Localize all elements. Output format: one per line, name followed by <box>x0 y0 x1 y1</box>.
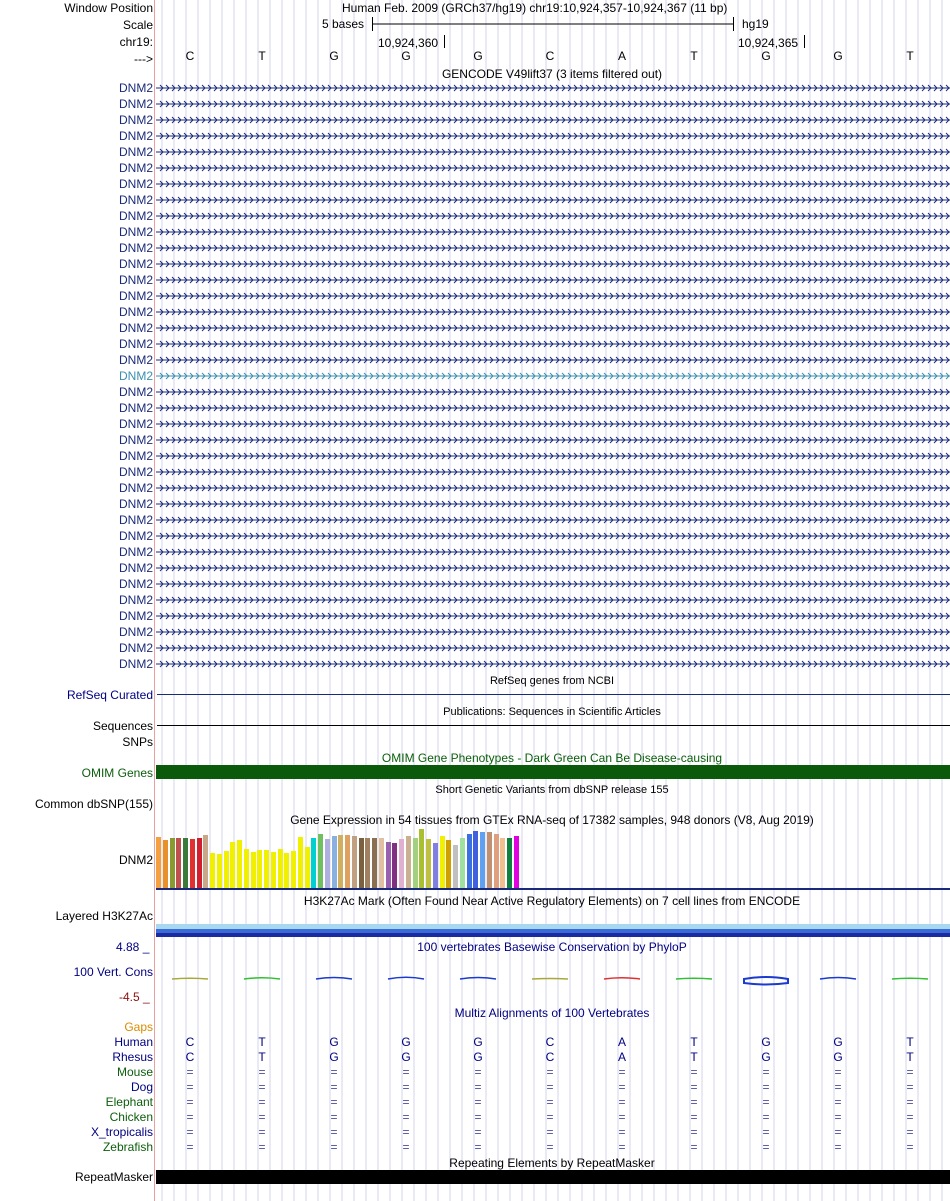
gencode-transcript[interactable] <box>156 260 950 270</box>
sequence-base: C <box>545 49 555 63</box>
alignment-base: = <box>906 1110 914 1124</box>
sequence-base: T <box>258 49 266 63</box>
gencode-transcript[interactable] <box>156 164 950 174</box>
gtex-tissue-bar[interactable] <box>372 838 377 888</box>
alignment-base: = <box>834 1140 842 1154</box>
gencode-transcript[interactable] <box>156 644 950 654</box>
gencode-transcript[interactable] <box>156 388 950 398</box>
alignment-base: = <box>258 1140 266 1154</box>
gencode-gene-label[interactable]: DNM2 <box>118 321 153 335</box>
gencode-gene-label[interactable]: DNM2 <box>118 241 153 255</box>
gencode-transcript[interactable] <box>156 628 950 638</box>
alignment-base: = <box>474 1110 482 1124</box>
gencode-gene-label[interactable]: DNM2 <box>118 369 153 383</box>
gtex-tissue-bar[interactable] <box>507 838 512 888</box>
gtex-tissue-bar[interactable] <box>500 838 505 888</box>
alignment-base: = <box>402 1065 410 1079</box>
gencode-transcript[interactable] <box>156 84 950 94</box>
gencode-gene-label[interactable]: DNM2 <box>118 209 153 223</box>
gencode-gene-label[interactable]: DNM2 <box>118 497 153 511</box>
alignment-base: = <box>186 1110 194 1124</box>
alignment-base: G <box>329 1050 339 1064</box>
gencode-gene-label[interactable]: DNM2 <box>118 161 153 175</box>
gtex-tissue-bar[interactable] <box>183 838 188 888</box>
gtex-tissue-bar[interactable] <box>311 838 316 888</box>
gtex-tissue-bar[interactable] <box>156 837 161 888</box>
conservation-mark[interactable] <box>676 978 712 979</box>
alignment-base: = <box>618 1125 626 1139</box>
alignment-base: = <box>330 1095 338 1109</box>
gencode-gene-label[interactable]: DNM2 <box>118 417 153 431</box>
h3k27ac-track-title[interactable]: H3K27Ac Mark (Often Found Near Active Regulatory Elements) on 7 cell lines from ENCODE <box>303 894 801 908</box>
cons-min-label: -4.5 _ <box>119 990 150 1004</box>
alignment-base: C <box>185 1050 195 1064</box>
scale-label: Scale <box>122 18 153 32</box>
gtex-track-title[interactable]: Gene Expression in 54 tissues from GTEx RNA-seq of 17382 samples, 948 donors (V8, Aug 2019) <box>290 813 814 827</box>
gencode-gene-label[interactable]: DNM2 <box>118 593 153 607</box>
gtex-expression-bars[interactable] <box>156 828 556 888</box>
gtex-tissue-bar[interactable] <box>271 852 276 888</box>
strand-label: ---> <box>134 52 153 66</box>
gencode-transcript[interactable] <box>156 532 950 542</box>
alignment-base: G <box>761 1050 771 1064</box>
repeatmasker-bar[interactable] <box>156 1170 950 1184</box>
snps-label[interactable]: SNPs <box>122 735 153 749</box>
alignment-base: G <box>761 1035 771 1049</box>
omim-gene-bar[interactable] <box>156 765 950 779</box>
alignment-base: A <box>617 1035 626 1049</box>
alignment-base: = <box>690 1065 698 1079</box>
gtex-tissue-bar[interactable] <box>494 834 499 888</box>
alignment-base: = <box>474 1065 482 1079</box>
gtex-tissue-bar[interactable] <box>453 845 458 888</box>
conservation-mark[interactable] <box>744 977 788 985</box>
alignment-base: = <box>618 1095 626 1109</box>
alignment-base: = <box>546 1140 554 1154</box>
gencode-gene-label[interactable]: DNM2 <box>118 177 153 191</box>
alignment-base: A <box>617 1050 626 1064</box>
gencode-transcript[interactable] <box>156 596 950 606</box>
alignment-base: = <box>474 1140 482 1154</box>
sequence-base: G <box>401 49 411 63</box>
gencode-transcript[interactable] <box>156 420 950 430</box>
gtex-tissue-bar[interactable] <box>190 839 195 888</box>
alignment-base: = <box>402 1095 410 1109</box>
alignment-base: = <box>546 1110 554 1124</box>
gencode-transcript[interactable] <box>156 116 950 126</box>
gtex-tissue-bar[interactable] <box>379 838 384 888</box>
alignment-base: T <box>690 1035 698 1049</box>
refseq-track-title[interactable]: RefSeq genes from NCBI <box>489 675 615 687</box>
gtex-tissue-bar[interactable] <box>352 836 357 888</box>
gencode-gene-label[interactable]: DNM2 <box>118 641 153 655</box>
alignment-base: = <box>546 1065 554 1079</box>
gtex-tissue-bar[interactable] <box>197 838 202 888</box>
gencode-transcript[interactable] <box>156 356 950 366</box>
alignment-base: = <box>762 1125 770 1139</box>
alignment-base: = <box>906 1065 914 1079</box>
alignment-base: C <box>545 1035 555 1049</box>
gtex-tissue-bar[interactable] <box>426 839 431 888</box>
gencode-gene-label[interactable]: DNM2 <box>118 625 153 639</box>
h3k27ac-signal[interactable] <box>156 924 950 938</box>
gtex-tissue-bar[interactable] <box>487 832 492 888</box>
conservation-mark[interactable] <box>316 978 352 980</box>
gencode-transcript[interactable] <box>156 452 950 462</box>
alignment-base: = <box>762 1095 770 1109</box>
gencode-gene-label[interactable]: DNM2 <box>118 289 153 303</box>
gencode-gene-label[interactable]: DNM2 <box>118 433 153 447</box>
alignment-base: = <box>186 1065 194 1079</box>
sequence-base: G <box>473 49 483 63</box>
gtex-tissue-bar[interactable] <box>170 838 175 888</box>
gencode-transcript[interactable] <box>156 340 950 350</box>
alignment-base: = <box>186 1095 194 1109</box>
conservation-mark[interactable] <box>820 978 856 980</box>
alignment-base: = <box>834 1080 842 1094</box>
alignment-base: = <box>402 1140 410 1154</box>
db-text: hg19 <box>742 17 769 31</box>
gencode-gene-label[interactable]: DNM2 <box>118 609 153 623</box>
coord-left: 10,924,360 <box>378 36 439 50</box>
gencode-transcript[interactable] <box>156 548 950 558</box>
alignment-base: = <box>330 1065 338 1079</box>
alignment-base: = <box>186 1080 194 1094</box>
gencode-transcript[interactable] <box>156 324 950 334</box>
gtex-tissue-bar[interactable] <box>278 849 283 888</box>
gencode-gene-label[interactable]: DNM2 <box>118 529 153 543</box>
conservation-mark[interactable] <box>532 979 568 980</box>
gaps-label[interactable]: Gaps <box>124 1020 153 1034</box>
gtex-tissue-bar[interactable] <box>264 850 269 888</box>
gtex-tissue-bar[interactable] <box>176 838 181 888</box>
alignment-base: = <box>258 1065 266 1079</box>
alignment-base: = <box>762 1065 770 1079</box>
gtex-tissue-bar[interactable] <box>291 851 296 888</box>
gencode-gene-label[interactable]: DNM2 <box>118 113 153 127</box>
species-label[interactable]: Chicken <box>109 1110 153 1124</box>
gtex-tissue-bar[interactable] <box>318 834 323 888</box>
alignment-base: G <box>473 1050 483 1064</box>
gtex-tissue-bar[interactable] <box>298 837 303 888</box>
alignment-base: = <box>618 1140 626 1154</box>
alignment-base: G <box>329 1035 339 1049</box>
conservation-mark[interactable] <box>388 977 424 979</box>
window-position-label: Window Position <box>64 1 153 15</box>
gencode-transcript[interactable] <box>156 660 950 670</box>
gtex-tissue-bar[interactable] <box>399 839 404 888</box>
gtex-tissue-bar[interactable] <box>217 854 222 888</box>
sequence-base: G <box>761 49 771 63</box>
alignment-base: = <box>618 1080 626 1094</box>
gencode-gene-label[interactable]: DNM2 <box>118 225 153 239</box>
sequence-base: C <box>185 49 195 63</box>
alignment-base: = <box>546 1080 554 1094</box>
gtex-tissue-bar[interactable] <box>419 829 424 888</box>
gencode-transcript[interactable] <box>156 580 950 590</box>
conservation-mark[interactable] <box>244 978 280 979</box>
alignment-base: = <box>258 1080 266 1094</box>
gencode-gene-label[interactable]: DNM2 <box>118 545 153 559</box>
alignment-base: = <box>690 1140 698 1154</box>
coord-right: 10,924,365 <box>738 36 799 50</box>
alignment-base: = <box>330 1110 338 1124</box>
alignment-base: G <box>401 1050 411 1064</box>
gtex-tissue-bar[interactable] <box>433 843 438 888</box>
alignment-base: = <box>186 1140 194 1154</box>
alignment-base: T <box>906 1035 914 1049</box>
alignment-base: = <box>474 1080 482 1094</box>
alignment-base: G <box>401 1035 411 1049</box>
gtex-tissue-bar[interactable] <box>460 838 465 888</box>
alignment-base: C <box>545 1050 555 1064</box>
gencode-transcript[interactable] <box>156 292 950 302</box>
gtex-tissue-bar[interactable] <box>473 831 478 888</box>
gencode-gene-label[interactable]: DNM2 <box>118 577 153 591</box>
gencode-gene-label[interactable]: DNM2 <box>118 513 153 527</box>
gencode-transcript[interactable] <box>156 468 950 478</box>
alignment-base: G <box>833 1050 843 1064</box>
gtex-tissue-bar[interactable] <box>251 852 256 888</box>
alignment-base: = <box>402 1080 410 1094</box>
alignment-base: = <box>834 1095 842 1109</box>
alignment-base: = <box>474 1125 482 1139</box>
gencode-gene-label[interactable]: DNM2 <box>118 273 153 287</box>
alignment-base: C <box>185 1035 195 1049</box>
gtex-tissue-bar[interactable] <box>163 840 168 888</box>
sequence-base: G <box>329 49 339 63</box>
alignment-base: = <box>258 1095 266 1109</box>
assembly-position-text: Human Feb. 2009 (GRCh37/hg19) chr19:10,924,357-10,924,367 (11 bp) <box>342 1 728 15</box>
alignment-base: = <box>690 1095 698 1109</box>
multiz-track-title[interactable]: Multiz Alignments of 100 Vertebrates <box>454 1006 650 1020</box>
gtex-tissue-bar[interactable] <box>446 840 451 888</box>
gtex-tissue-bar[interactable] <box>392 843 397 888</box>
gtex-tissue-bar[interactable] <box>332 836 337 888</box>
cons-label[interactable]: 100 Vert. Cons <box>73 965 153 979</box>
gencode-gene-label[interactable]: DNM2 <box>118 657 153 671</box>
gtex-tissue-bar[interactable] <box>413 838 418 888</box>
alignment-base: = <box>546 1125 554 1139</box>
conservation-mark[interactable] <box>172 978 208 979</box>
gtex-tissue-bar[interactable] <box>325 839 330 888</box>
alignment-base: T <box>906 1050 914 1064</box>
conservation-mark[interactable] <box>604 978 640 979</box>
alignment-base: = <box>906 1140 914 1154</box>
species-label[interactable]: Elephant <box>105 1095 153 1109</box>
gtex-tissue-bar[interactable] <box>345 835 350 888</box>
gencode-transcript[interactable] <box>156 212 950 222</box>
publications-label[interactable]: Sequences <box>92 719 153 733</box>
alignment-base: = <box>546 1095 554 1109</box>
gtex-tissue-bar[interactable] <box>514 836 519 888</box>
repeatmasker-track-title[interactable]: Repeating Elements by RepeatMasker <box>449 1156 655 1170</box>
gtex-tissue-bar[interactable] <box>237 840 242 888</box>
alignment-base: = <box>330 1080 338 1094</box>
gencode-transcript[interactable] <box>156 484 950 494</box>
alignment-base: = <box>834 1125 842 1139</box>
gencode-gene-label[interactable]: DNM2 <box>118 401 153 415</box>
gencode-transcript[interactable] <box>156 564 950 574</box>
gencode-transcript[interactable] <box>156 404 950 414</box>
gencode-gene-label[interactable]: DNM2 <box>118 465 153 479</box>
gencode-transcript[interactable] <box>156 612 950 622</box>
omim-track-title[interactable]: OMIM Gene Phenotypes - Dark Green Can Be Disease-causing <box>381 751 723 765</box>
alignment-base: = <box>618 1065 626 1079</box>
gtex-tissue-bar[interactable] <box>284 853 289 888</box>
h3k27ac-label[interactable]: Layered H3K27Ac <box>55 909 153 923</box>
cons-track-title[interactable]: 100 vertebrates Basewise Conservation by PhyloP <box>417 940 687 954</box>
species-label[interactable]: Human <box>114 1035 153 1049</box>
gtex-baseline <box>156 888 950 890</box>
alignment-base: T <box>690 1050 698 1064</box>
gencode-gene-label[interactable]: DNM2 <box>118 257 153 271</box>
alignment-base: = <box>834 1065 842 1079</box>
alignment-base: = <box>762 1110 770 1124</box>
refseq-label[interactable]: RefSeq Curated <box>66 688 153 702</box>
cons-max-label: 4.88 _ <box>116 940 150 954</box>
gencode-gene-label[interactable]: DNM2 <box>118 145 153 159</box>
gtex-gene-label[interactable]: DNM2 <box>118 853 153 867</box>
alignment-base: = <box>690 1125 698 1139</box>
alignment-base: = <box>330 1140 338 1154</box>
chrom-label: chr19: <box>119 35 153 49</box>
alignment-base: = <box>186 1125 194 1139</box>
gencode-gene-label[interactable]: DNM2 <box>118 81 153 95</box>
gencode-track-title[interactable]: GENCODE V49lift37 (3 items filtered out) <box>441 67 663 81</box>
alignment-base: T <box>258 1035 266 1049</box>
gtex-tissue-bar[interactable] <box>244 849 249 888</box>
conservation-mark[interactable] <box>460 978 496 980</box>
species-label[interactable]: Mouse <box>116 1065 153 1079</box>
gencode-transcript[interactable] <box>156 228 950 238</box>
species-label[interactable]: Zebrafish <box>102 1140 153 1154</box>
alignment-base: = <box>402 1125 410 1139</box>
gencode-transcript[interactable] <box>156 372 950 382</box>
alignment-base: = <box>690 1080 698 1094</box>
alignment-base: T <box>258 1050 266 1064</box>
gtex-tissue-bar[interactable] <box>359 838 364 888</box>
alignment-base: = <box>618 1110 626 1124</box>
alignment-base: = <box>834 1110 842 1124</box>
omim-label[interactable]: OMIM Genes <box>81 766 153 780</box>
alignment-base: = <box>258 1110 266 1124</box>
publications-track-title[interactable]: Publications: Sequences in Scientific Articles <box>443 706 661 718</box>
gencode-gene-label[interactable]: DNM2 <box>118 129 153 143</box>
repeatmasker-label[interactable]: RepeatMasker <box>74 1170 153 1184</box>
gtex-tissue-bar[interactable] <box>210 853 215 888</box>
alignment-base: = <box>690 1110 698 1124</box>
gtex-tissue-bar[interactable] <box>203 835 208 888</box>
conservation-mark[interactable] <box>892 978 928 979</box>
species-label[interactable]: X_tropicalis <box>90 1125 153 1139</box>
gencode-transcript[interactable] <box>156 100 950 110</box>
gencode-gene-label[interactable]: DNM2 <box>118 97 153 111</box>
gtex-tissue-bar[interactable] <box>305 847 310 888</box>
gencode-gene-label[interactable]: DNM2 <box>118 337 153 351</box>
dbsnp-label[interactable]: Common dbSNP(155) <box>34 797 153 811</box>
gencode-gene-label[interactable]: DNM2 <box>118 193 153 207</box>
species-label[interactable]: Dog <box>130 1080 153 1094</box>
gencode-transcript[interactable] <box>156 308 950 318</box>
gtex-tissue-bar[interactable] <box>386 842 391 888</box>
gencode-transcript[interactable] <box>156 132 950 142</box>
gtex-tissue-bar[interactable] <box>230 842 235 888</box>
scale-bases-text: 5 bases <box>322 17 365 31</box>
conservation-plot[interactable] <box>156 960 950 996</box>
gencode-transcript[interactable] <box>156 436 950 446</box>
gtex-tissue-bar[interactable] <box>365 838 370 888</box>
alignment-base: = <box>762 1080 770 1094</box>
gencode-gene-label[interactable]: DNM2 <box>118 305 153 319</box>
dbsnp-track-title[interactable]: Short Genetic Variants from dbSNP release 155 <box>435 784 669 796</box>
gencode-gene-label[interactable]: DNM2 <box>118 561 153 575</box>
gencode-transcript[interactable] <box>156 180 950 190</box>
alignment-base: = <box>402 1110 410 1124</box>
alignment-base: = <box>474 1095 482 1109</box>
alignment-base: = <box>258 1125 266 1139</box>
gencode-transcript[interactable] <box>156 516 950 526</box>
gtex-tissue-bar[interactable] <box>480 832 485 888</box>
gtex-tissue-bar[interactable] <box>224 851 229 888</box>
gencode-transcript[interactable] <box>156 276 950 286</box>
gtex-tissue-bar[interactable] <box>467 834 472 888</box>
gtex-tissue-bar[interactable] <box>257 850 262 888</box>
gencode-transcript[interactable] <box>156 244 950 254</box>
gtex-tissue-bar[interactable] <box>338 835 343 888</box>
sequence-base: G <box>833 49 843 63</box>
gencode-transcript[interactable] <box>156 148 950 158</box>
gencode-gene-label[interactable]: DNM2 <box>118 449 153 463</box>
sequence-base: T <box>690 49 698 63</box>
alignment-base: G <box>833 1035 843 1049</box>
alignment-base: G <box>473 1035 483 1049</box>
alignment-base: = <box>330 1125 338 1139</box>
gencode-gene-label[interactable]: DNM2 <box>118 481 153 495</box>
sequence-base: A <box>617 49 626 63</box>
alignment-base: = <box>906 1125 914 1139</box>
alignment-base: = <box>906 1095 914 1109</box>
gencode-transcript[interactable] <box>156 500 950 510</box>
gencode-gene-label[interactable]: DNM2 <box>118 385 153 399</box>
alignment-base: = <box>762 1140 770 1154</box>
species-label[interactable]: Rhesus <box>112 1050 153 1064</box>
gencode-transcript[interactable] <box>156 196 950 206</box>
gtex-tissue-bar[interactable] <box>440 836 445 888</box>
alignment-base: = <box>906 1080 914 1094</box>
gtex-tissue-bar[interactable] <box>406 836 411 888</box>
gencode-gene-label[interactable]: DNM2 <box>118 353 153 367</box>
sequence-base: T <box>906 49 914 63</box>
